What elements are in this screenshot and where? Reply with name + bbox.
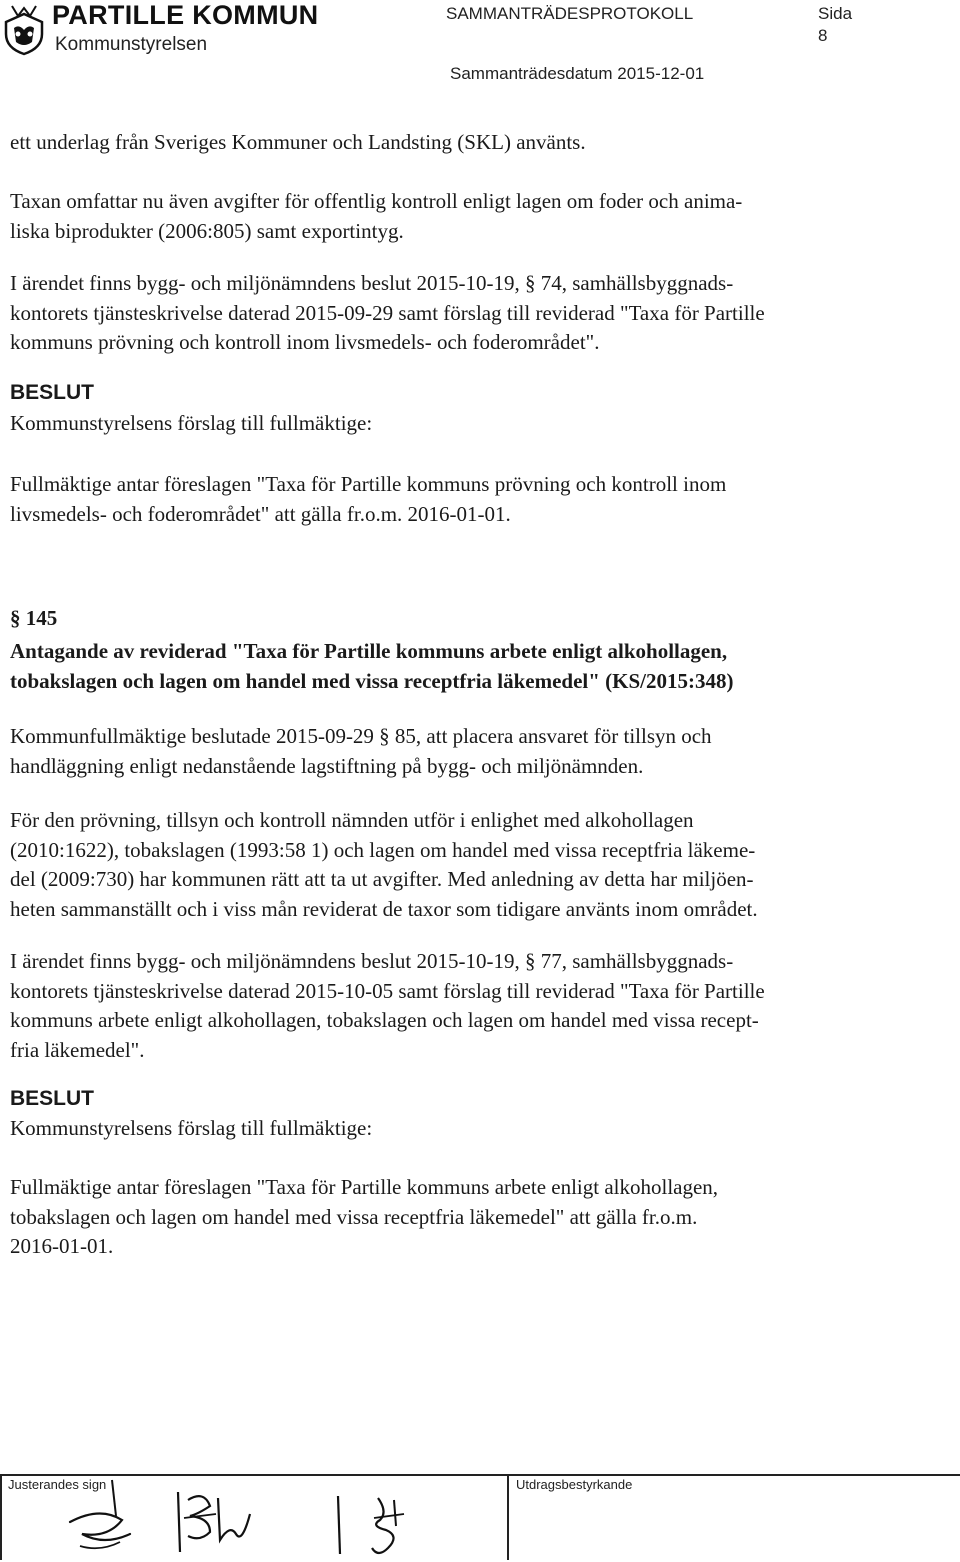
signature-2 bbox=[170, 1484, 280, 1560]
meeting-date-label: Sammanträdesdatum bbox=[450, 64, 613, 83]
organization-name: PARTILLE KOMMUN bbox=[52, 0, 319, 30]
section-title: Antagande av reviderad "Taxa för Partille kommuns arbete enligt alkohollagen, tobakslagen och lagen om handel med vissa receptfria läkemedel" (KS/2015:348) bbox=[10, 639, 734, 693]
section-number: § 145 bbox=[10, 606, 58, 630]
meeting-date bbox=[450, 64, 704, 84]
beslut-heading: BESLUT bbox=[10, 381, 94, 404]
paragraph-kf-decision: Kommunfullmäktige beslutade 2015-09-29 § 85, att placera ansvaret för tillsyn och handläggning enligt nedanstående lagstiftning på bygg- och miljönämnden. bbox=[10, 724, 712, 778]
paragraph-provning: För den prövning, tillsyn och kontroll nämnden utför i enlighet med alkohollagen (2010:1622), tobakslagen (1993:58 1) och lagen om handel med vissa receptfria läkeme- del (2009:730) har kommunen rätt att ta ut avgifter. Med anledning av detta har miljöen- heten sammanställt och i viss mån reviderat de taxor som tidigare använts inom området. bbox=[10, 808, 758, 921]
document-type: SAMMANTRÄDESPROTOKOLL bbox=[446, 4, 694, 23]
footer-left-border bbox=[0, 1474, 2, 1560]
page-label: Sida bbox=[818, 4, 853, 23]
paragraph-taxan-scope: Taxan omfattar nu även avgifter för offentlig kontroll enligt lagen om foder och anima- liska biprodukter (2006:805) samt exportintyg. bbox=[10, 189, 743, 243]
beslut-heading: BESLUT bbox=[10, 1087, 94, 1110]
utdragsbestyrkande-label: Utdragsbestyrkande bbox=[516, 1477, 633, 1492]
justerandes-sign-label: Justerandes sign bbox=[8, 1477, 107, 1492]
paragraph-arendet-77: I ärendet finns bygg- och miljönämndens beslut 2015-10-19, § 77, samhällsbyggnads- kontorets tjänsteskrivelse daterad 2015-10-05 samt förslag till reviderad "Taxa för Partille kommuns arbete enligt alkohollagen, tobakslagen och lagen om handel med vissa recept- fria läkemedel". bbox=[10, 949, 765, 1062]
municipal-crest-logo bbox=[2, 4, 46, 56]
organization-body: Kommunstyrelsen bbox=[55, 34, 208, 55]
footer-column-divider bbox=[507, 1474, 509, 1560]
page-number: 8 bbox=[818, 26, 828, 45]
paragraph-arendet-74: I ärendet finns bygg- och miljönämndens beslut 2015-10-19, § 74, samhällsbyggnads- kontorets tjänsteskrivelse daterad 2015-09-29 samt förslag till reviderad "Taxa för Partille kommuns prövning och kontroll inom livsmedels- och foderområdet". bbox=[10, 271, 765, 354]
meeting-date-value: 2015-12-01 bbox=[617, 64, 705, 83]
paragraph-skl: ett underlag från Sveriges Kommuner och Landsting (SKL) använts. bbox=[10, 130, 586, 154]
signature-3 bbox=[330, 1490, 440, 1562]
beslut-decision-text: Fullmäktige antar föreslagen "Taxa för Partille kommuns prövning och kontroll inom livsmedels- och foderområdet" att gälla fr.o.m. 2016-01-01. bbox=[10, 472, 727, 526]
beslut-decision-text: Fullmäktige antar föreslagen "Taxa för Partille kommuns arbete enligt alkohollagen, tobakslagen och lagen om handel med vissa receptfria läkemedel" att gälla fr.o.m. 2016-01-01. bbox=[10, 1175, 719, 1258]
beslut-intro: Kommunstyrelsens förslag till fullmäktige: bbox=[10, 411, 373, 435]
beslut-intro: Kommunstyrelsens förslag till fullmäktige: bbox=[10, 1116, 373, 1140]
signature-1 bbox=[60, 1476, 170, 1562]
